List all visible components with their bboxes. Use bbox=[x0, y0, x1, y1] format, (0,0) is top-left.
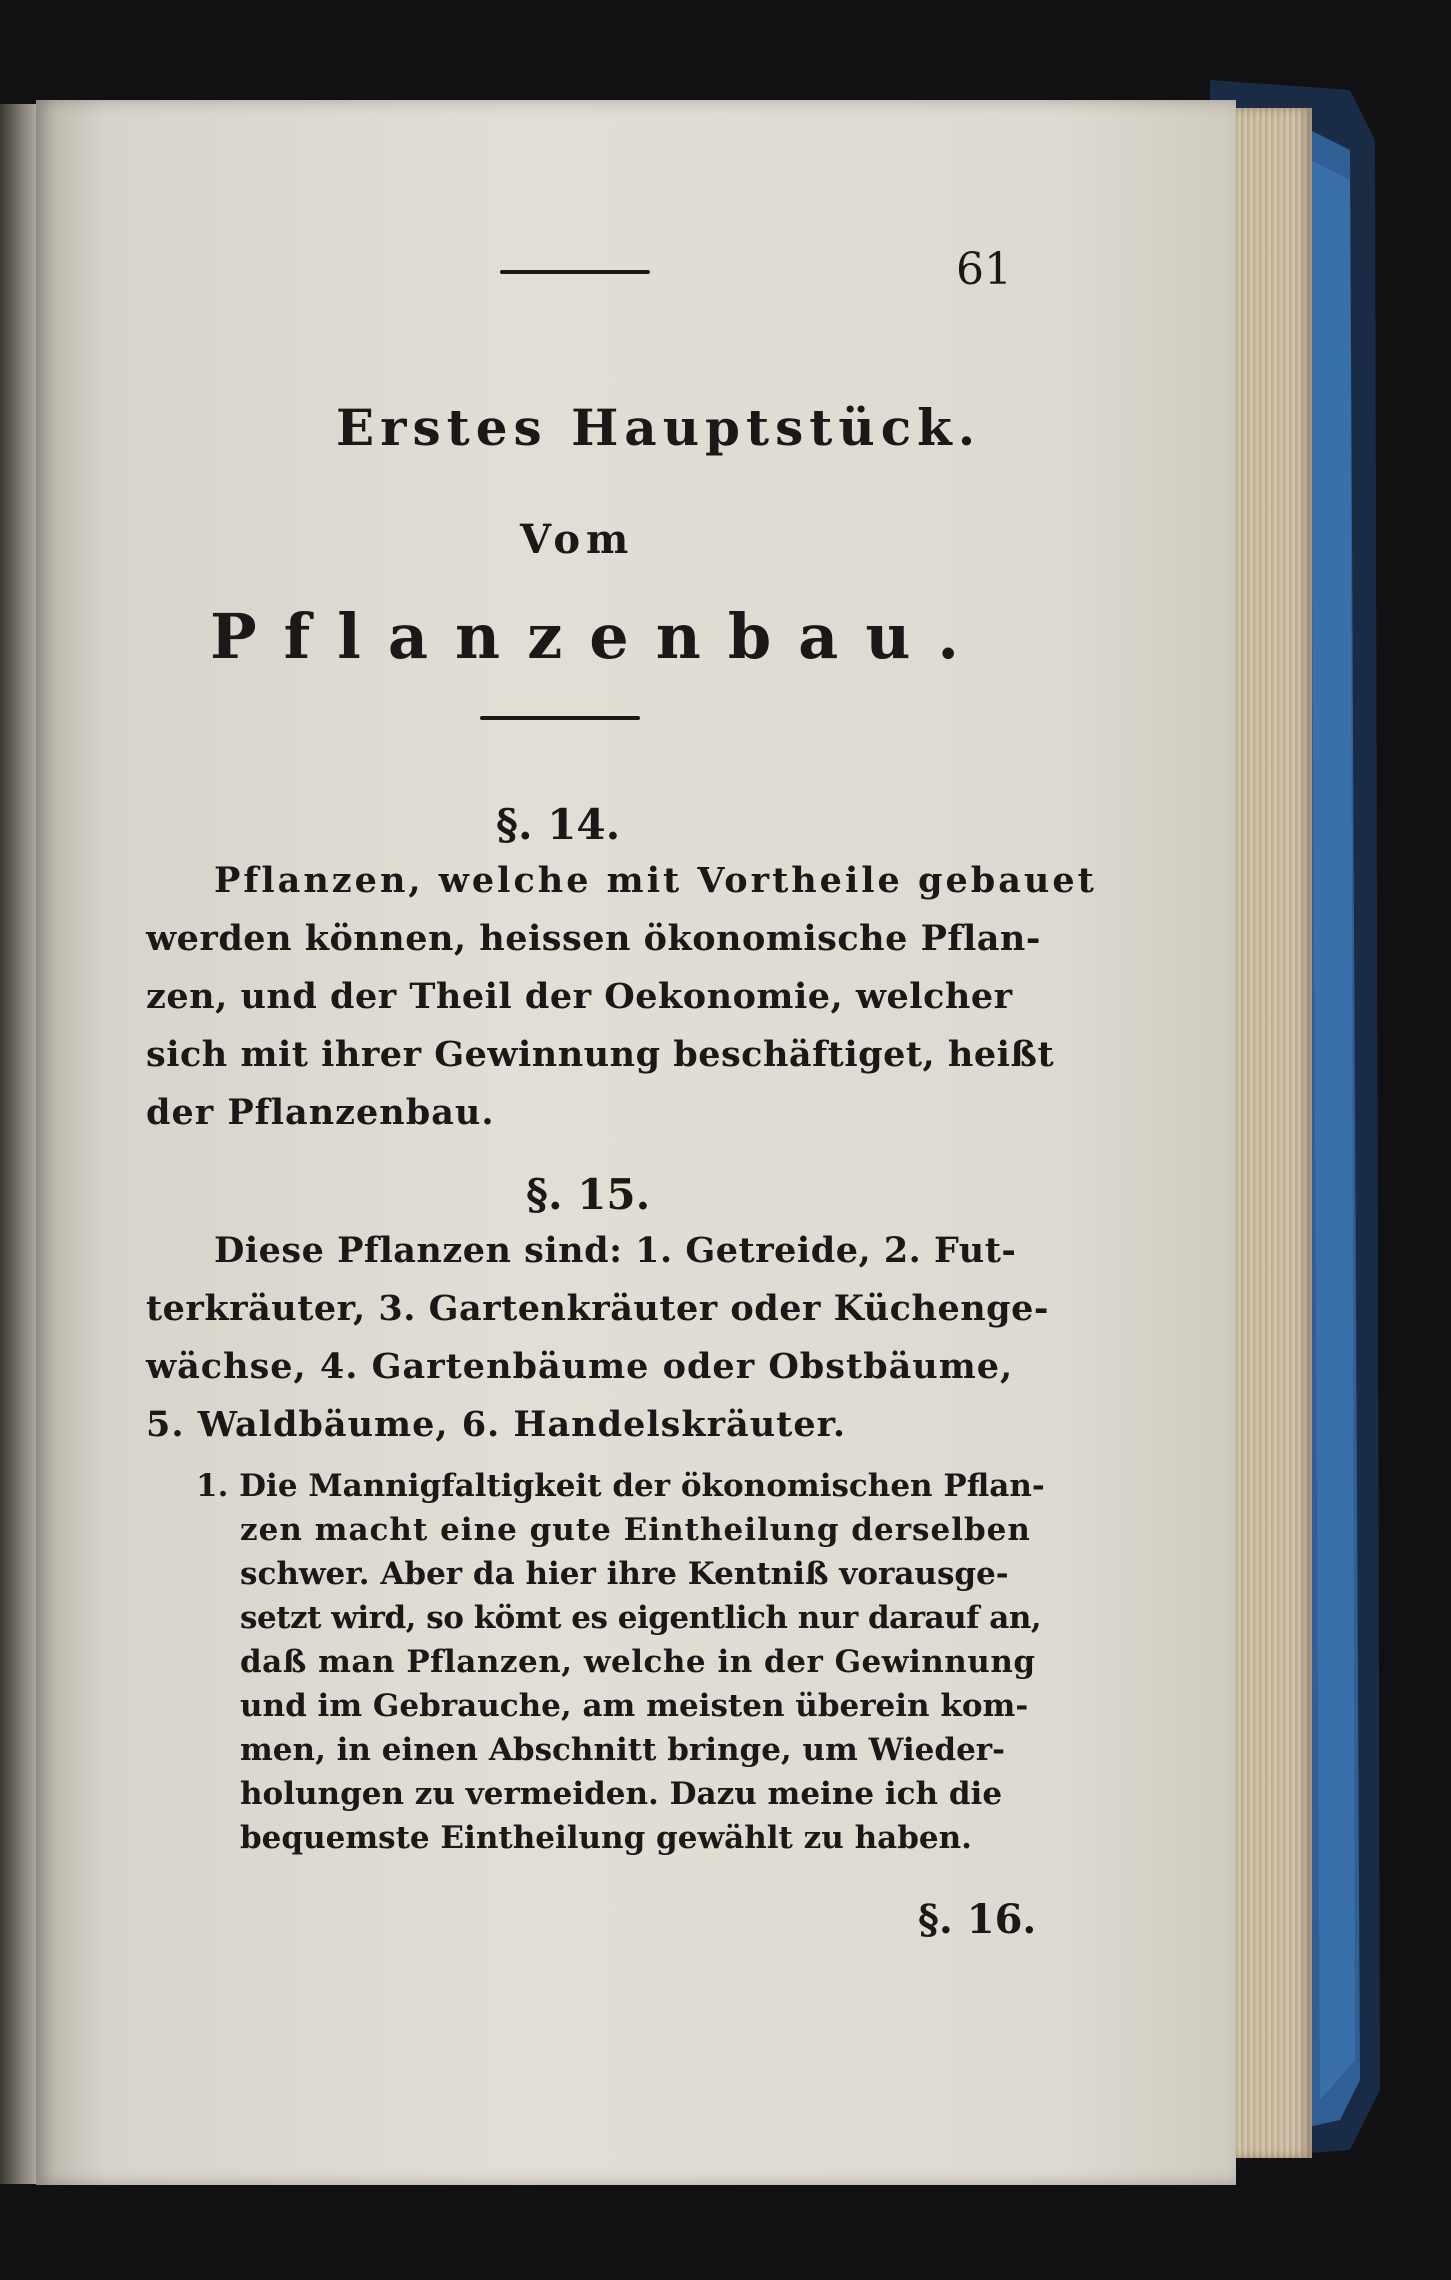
section-14-line-4: sich mit ihrer Gewinnung beschäftiget, heißt bbox=[146, 1034, 1055, 1075]
section-14-heading: §. 14. bbox=[496, 800, 621, 849]
section-14-line-3: zen, und der Theil der Oekonomie, welcher bbox=[146, 976, 1013, 1017]
section-15-line-1: Diese Pflanzen sind: 1. Getreide, 2. Fut- bbox=[214, 1230, 1017, 1271]
section-14-line-5: der Pflanzenbau. bbox=[146, 1092, 495, 1133]
note-line-5: daß man Pflanzen, welche in der Gewinnung bbox=[240, 1644, 1036, 1680]
title-rule bbox=[480, 716, 640, 720]
catchword: §. 16. bbox=[918, 1896, 1037, 1943]
left-page-sliver bbox=[0, 104, 40, 2184]
note-line-4: setzt wird, so kömt es eigentlich nur darauf an, bbox=[240, 1600, 1042, 1636]
note-line-2: zen macht eine gute Eintheilung derselben bbox=[240, 1512, 1031, 1548]
section-15-line-4: 5. Waldbäume, 6. Handelskräuter. bbox=[146, 1404, 847, 1445]
subtitle-vom: Vom bbox=[520, 516, 635, 563]
note-line-3: schwer. Aber da hier ihre Kentniß vorausge- bbox=[240, 1556, 1009, 1592]
header-rule bbox=[500, 270, 650, 274]
note-line-7: men, in einen Abschnitt bringe, um Wieder- bbox=[240, 1732, 1005, 1768]
page-edges bbox=[1232, 108, 1312, 2158]
section-14-line-1: Pflanzen, welche mit Vortheile gebauet bbox=[214, 860, 1097, 901]
note-line-6: und im Gebrauche, am meisten überein kom- bbox=[240, 1688, 1029, 1724]
chapter-title: Erstes Hauptstück. bbox=[336, 398, 982, 457]
note-line-1: 1. Die Mannigfaltigkeit der ökonomischen Pflan- bbox=[196, 1468, 1045, 1504]
section-14-line-2: werden können, heissen ökonomische Pflan- bbox=[146, 918, 1041, 959]
section-15-line-3: wächse, 4. Gartenbäume oder Obstbäume, bbox=[146, 1346, 1014, 1387]
section-15-line-2: terkräuter, 3. Gartenkräuter oder Küchenge- bbox=[146, 1288, 1049, 1329]
note-line-9: bequemste Eintheilung gewählt zu haben. bbox=[240, 1820, 972, 1856]
page-number: 61 bbox=[956, 244, 1012, 295]
note-line-8: holungen zu vermeiden. Dazu meine ich die bbox=[240, 1776, 1003, 1812]
subtitle-pflanzenbau: Pflanzenbau. bbox=[210, 600, 987, 673]
section-15-heading: §. 15. bbox=[526, 1170, 651, 1219]
